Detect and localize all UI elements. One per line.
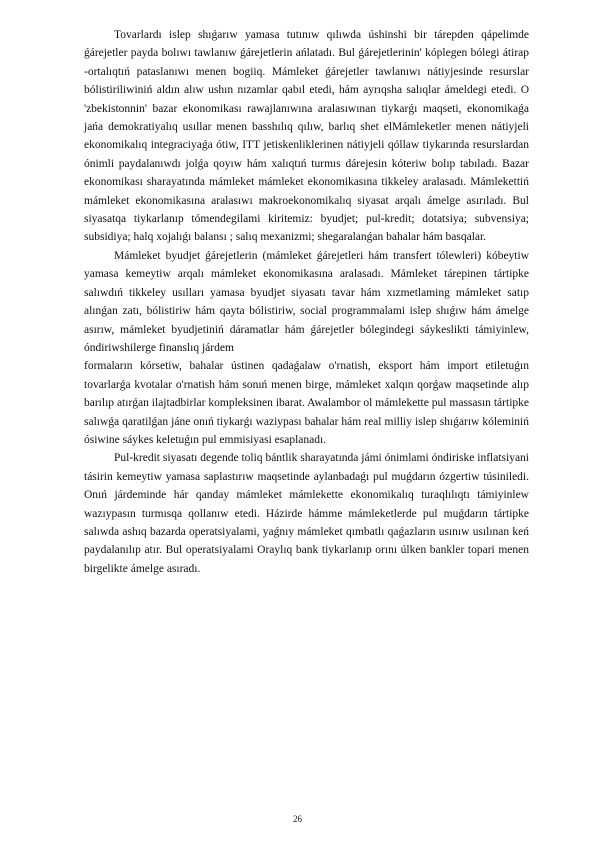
page-number: 26: [293, 814, 302, 824]
paragraph-taxes-costs: Tovarlardı islep shıǵarıw yamasa tutınıw qılıwda úshinshi bir tárepden qápelimde ǵárejetler payda bolıwı tawlanıw ǵárejetlerin ańlatadı. Bul ǵárejetlerinin' kóplegen bólegi átirap -ortalıqtıń pataslanıwı menen bogiiq. Mámleket ǵárejetler tawlanıwı nátiyjesinde resurslar bólistiriliwiniń aldın alıw ushın nızamlar qabıl etedi, hám ayrıqsha salıqlar ámeldegi etedi. O 'zbekistonnin' bazar ekonomikası rawajlanıwına aralasıwınan tiykarǵı maqseti, ekonomikaǵa jańa demokratiyalıq usıllar menen basshılıq qılıw, barlıq shet elMámleketler menen nátiyjeli ekonomikalıq integraciyaǵa ótiw, ITT jetiskenliklerinen nátiyjeli qóllaw tiykarında resurslardan ónimli paydalanıwdı jolǵa qoyıw hám xalıqtıń turmıs dárejesin kóteriw bolıp tabıladı. Bazar ekonomikası sharayatında mámleket mámleket ekonomikasına tikkeley aralasadı. Mámlekettiń mámleket ekonomikasına aralasıwı makroekonomikalıq siyasat arqalı ámelge asırıladı. Bul siyasatqa tiykarlanıp tómendegilami kiritemiz: byudjet; pul-kredit; dotatsiya; subvensiya; subsidiya; halq xojalıǵı balansı ; salıq mexanizmi; shegaralanǵan bahalar hám basqalar.: [84, 29, 529, 244]
document-body: [84, 26, 529, 578]
paragraph-budget-spending: Mámleket byudjet ǵárejetlerin (mámleket ǵárejetleri hám transfert tólewleri) kóbeytiw yamasa kemeytiw arqalı mámleket ekonomikasına aralasadı. Mámleket tárepinen tártipke salıwdıń tikkeley usılları yamasa byudjet siyasatı tavar hám xızmetlaming mámleket satıp alınǵan zatı, bólistiriw hám qayta bólistiriw, social programmalami islep shıǵıw hám ámelge asırıw, mámleket byudjetiniń dáramatlar hám ǵárejetler bólegindegi sáykeslikti támiyinlew, óndiriwshilerge finanslıq járdem: [84, 249, 529, 354]
paragraph-price-control: formaların kórsetiw, bahalar ústinen qadaǵalaw o'rnatish, eksport hám import etiletuǵın tovarlarǵa kvotalar o'rnatish hám sonıń menen birge, mámleket xalqın qorǵaw maqsetinde alıp barılıp atırǵan ilajtadbirlar kompleksinen ibarat. Awalambor ol mámlekette pul massasın tártipke salıwǵa qaratilǵan jáne onıń tiykarǵı waziypası bahalar hám real milliy islep shıǵarıw kóleminiń ósiwine sáykes keletuǵın pul emmisiyasi esaplanadı.: [84, 360, 529, 446]
paragraph-monetary-policy: Pul-kredit siyasatı degende toliq bántlik sharayatında jámi ónimlami óndiriske inflatsiyani tásirin kemeytiw yamasa saplastırıw maqsetinde aylanbadaǵı pul muǵdarın ózgertiw túsiniledi. Onıń járdeminde hár qanday mámleket mámlekette ekonomikalıq turaqlılıqtı támiyinlew wazıypasın turmısqa qollanıw etedi. Házirde hámme mámleketlerde pul muǵdarın tártipke salıwda ashıq bazarda operatsiyalami, yaǵnıy mámleket qımbatlı qaǵazların usınıw usılınan keń paydalanılıp atır. Bul operatsiyalami Oraylıq bank tiykarlanıp orını úlken bankler topari menen birgelikte ámelge asıradı.: [84, 452, 529, 575]
